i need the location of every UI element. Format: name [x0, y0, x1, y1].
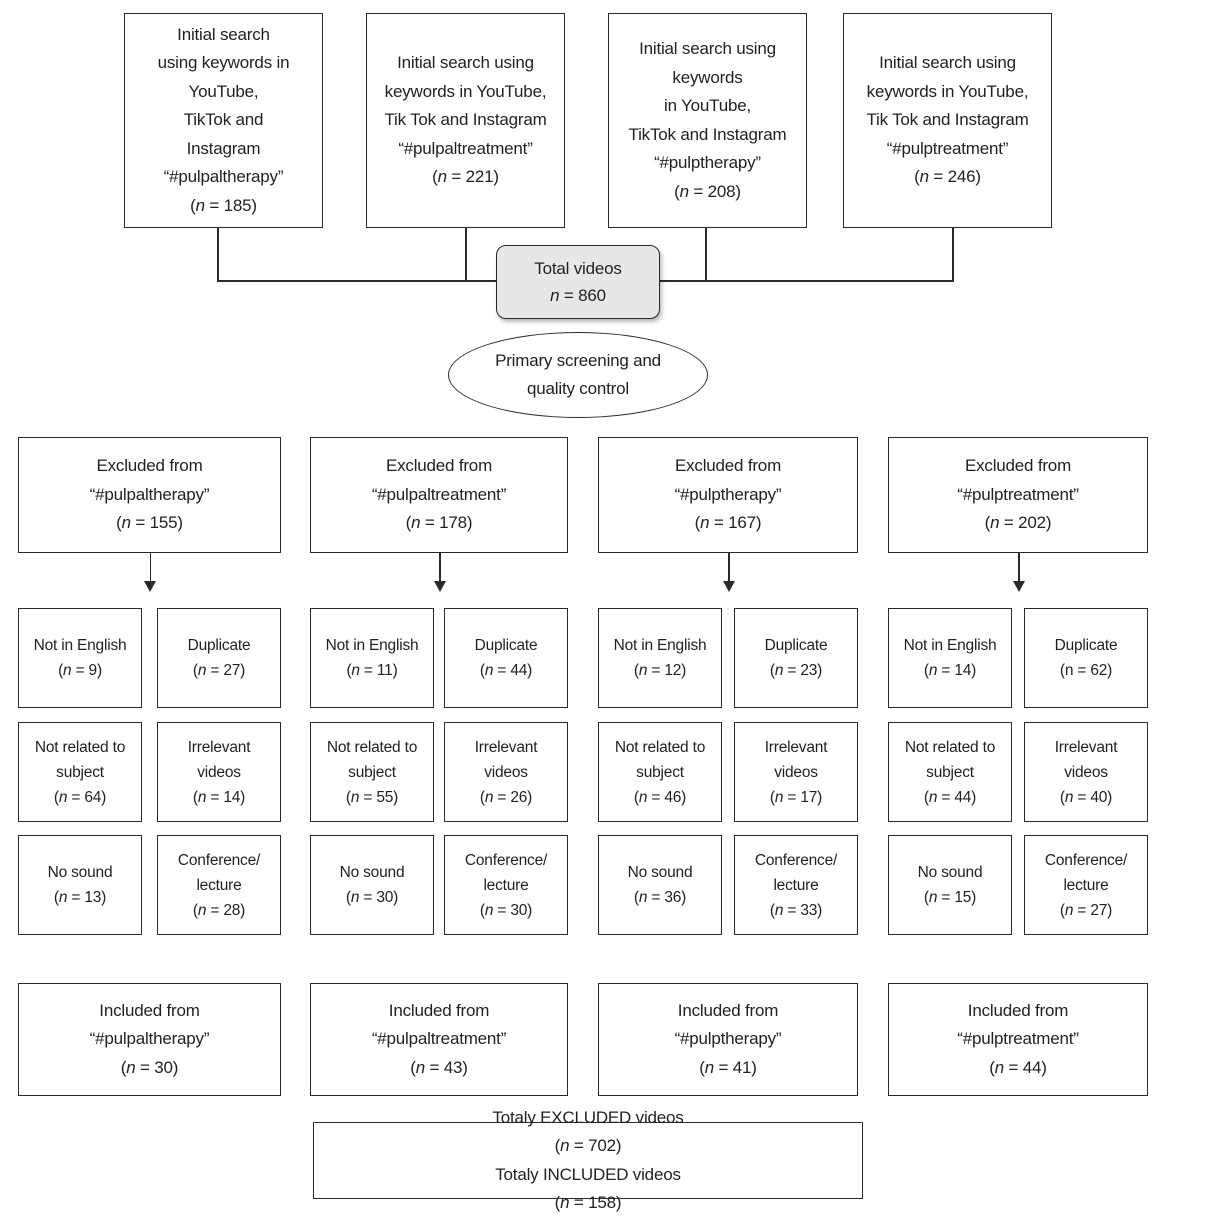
reason-box-irrelevant-videos-1-text: videos: [197, 763, 241, 781]
reason-box-conference-lecture-4: Conference/ lecture (n = 27): [1024, 835, 1148, 935]
reason-box-not-related-to-subject-2: Not related to subject (n = 55): [310, 722, 434, 822]
reason-box-conference-lecture-2: Conference/ lecture (n = 30): [444, 835, 568, 935]
excluded-box-2-text: Excluded from: [385, 456, 493, 476]
arrow-down-icon: [723, 581, 735, 592]
excluded-box-3-text: “#pulptherapy”: [674, 484, 782, 504]
excluded-box-1-text: “#pulpaltherapy”: [89, 484, 210, 504]
initial-search-pulpaltreatment-text: Initial search using: [397, 53, 534, 73]
reason-box-conference-lecture-3-text: lecture: [773, 876, 819, 894]
reason-box-irrelevant-videos-2-text: Irrelevant: [474, 738, 538, 756]
initial-search-pulpaltherapy-text: Instagram: [186, 138, 261, 158]
included-box-3-text: “#pulptherapy”: [674, 1029, 782, 1049]
initial-search-pulptherapy-text: keywords: [672, 67, 743, 87]
excluded-box-4: Excluded from “#pulptreatment” (n = 202): [888, 437, 1148, 553]
initial-search-pulptreatment-text: “#pulptreatment”: [886, 138, 1009, 158]
included-box-1: Included from “#pulpaltherapy” (n = 30): [18, 983, 281, 1096]
reason-box-conference-lecture-2-text: lecture: [483, 876, 529, 894]
initial-search-pulpaltreatment: Initial search using keywords in YouTube, Tik Tok and Instagram “#pulpaltreatment” (n = 221): [366, 13, 565, 228]
excluded-box-1: Excluded from “#pulpaltherapy” (n = 155): [18, 437, 281, 553]
reason-box-irrelevant-videos-3-text: videos: [774, 763, 818, 781]
screening-ellipse-line1: Primary screening and: [495, 350, 661, 370]
reason-box-conference-lecture-4-text: lecture: [1063, 876, 1109, 894]
reason-box-conference-lecture-1-text: lecture: [196, 876, 242, 894]
reason-box-duplicate-2-text: Duplicate: [474, 637, 538, 654]
reason-box-not-in-english-2-text: Not in English: [325, 637, 419, 654]
reason-box-not-in-english-4: Not in English (n = 14): [888, 608, 1012, 708]
reason-box-irrelevant-videos-4-text: Irrelevant: [1054, 738, 1118, 756]
reason-box-conference-lecture-2-text: Conference/: [464, 851, 548, 869]
reason-box-duplicate-2: Duplicate (n = 44): [444, 608, 568, 708]
initial-search-pulpaltherapy-text: using keywords in: [157, 53, 290, 73]
reason-box-no-sound-4: No sound (n = 15): [888, 835, 1012, 935]
reason-box-not-related-to-subject-3: Not related to subject (n = 46): [598, 722, 722, 822]
reason-box-not-related-to-subject-1-text: subject: [56, 763, 104, 781]
reason-box-irrelevant-videos-1-text: Irrelevant: [187, 738, 251, 756]
reason-box-not-related-to-subject-1-text: Not related to: [34, 738, 126, 756]
reason-box-conference-lecture-1: Conference/ lecture (n = 28): [157, 835, 281, 935]
screening-ellipse-line2: quality control: [527, 379, 629, 398]
initial-search-pulptherapy-text: “#pulptherapy”: [654, 153, 761, 172]
arrow-down-icon: [434, 581, 446, 592]
connector-vline-2: [465, 228, 467, 282]
included-box-2-text: “#pulpaltreatment”: [371, 1029, 507, 1049]
reason-box-not-in-english-3: Not in English (n = 12): [598, 608, 722, 708]
reason-box-not-related-to-subject-4-text: subject: [926, 763, 974, 781]
reason-box-duplicate-4-text: Duplicate: [1054, 637, 1118, 654]
totals-line: Totaly EXCLUDED videos (n = 702): [492, 1107, 684, 1155]
included-box-4: Included from “#pulptreatment” (n = 44): [888, 983, 1148, 1096]
reason-box-irrelevant-videos-3-text: Irrelevant: [764, 738, 828, 756]
reason-box-duplicate-3: Duplicate (n = 23): [734, 608, 858, 708]
reason-box-irrelevant-videos-2-text: videos: [484, 763, 528, 781]
connector-vline-1: [217, 228, 219, 282]
initial-search-pulptherapy: Initial search using keywords in YouTube, TikTok and Instagram “#pulptherapy” (n = 208): [608, 13, 807, 228]
reason-box-irrelevant-videos-2: Irrelevant videos (n = 26): [444, 722, 568, 822]
reason-box-not-related-to-subject-4: Not related to subject (n = 44): [888, 722, 1012, 822]
arrow-down-icon: [1013, 581, 1025, 592]
excluded-box-4-text: Excluded from: [964, 456, 1072, 476]
excluded-box-1-text: Excluded from: [96, 456, 203, 476]
reason-box-conference-lecture-4-text: Conference/: [1044, 851, 1128, 869]
included-box-2-text: Included from: [388, 1000, 490, 1020]
initial-search-pulpaltreatment-text: keywords in YouTube,: [384, 81, 547, 101]
excluded-box-2-text: “#pulpaltreatment”: [371, 484, 507, 504]
reason-box-not-related-to-subject-3-text: subject: [636, 763, 684, 781]
reason-box-conference-lecture-3-text: Conference/: [754, 851, 838, 869]
reason-box-irrelevant-videos-4: Irrelevant videos (n = 40): [1024, 722, 1148, 822]
reason-box-not-related-to-subject-2-text: subject: [348, 763, 396, 781]
reason-box-not-in-english-2: Not in English (n = 11): [310, 608, 434, 708]
initial-search-pulptreatment-text: keywords in YouTube,: [866, 81, 1029, 101]
reason-box-no-sound-2: No sound (n = 30): [310, 835, 434, 935]
included-box-1-text: Included from: [99, 1000, 200, 1020]
reason-box-not-in-english-4-text: Not in English: [903, 637, 997, 654]
reason-box-duplicate-1-text: Duplicate: [187, 637, 251, 654]
initial-search-pulptherapy-text: in YouTube,: [664, 96, 751, 115]
initial-search-pulpaltherapy-text: YouTube,: [188, 81, 259, 101]
initial-search-pulpaltherapy-text: “#pulpaltherapy”: [163, 167, 284, 187]
initial-search-pulpaltreatment-text: “#pulpaltreatment”: [398, 138, 533, 158]
reason-box-no-sound-1: No sound (n = 13): [18, 835, 142, 935]
arrow-line-1: [150, 553, 152, 582]
reason-box-duplicate-4: Duplicate (n = 62): [1024, 608, 1148, 708]
screening-ellipse: [448, 332, 708, 418]
reason-box-no-sound-2-text: No sound: [339, 864, 405, 881]
arrow-down-icon: [144, 581, 156, 592]
reason-box-no-sound-1-text: No sound: [47, 864, 113, 881]
reason-box-not-in-english-1: Not in English (n = 9): [18, 608, 142, 708]
connector-vline-4: [952, 228, 954, 282]
total-videos-count: n = 860: [550, 286, 606, 305]
reason-box-no-sound-4-text: No sound: [917, 864, 983, 881]
excluded-box-3-text: Excluded from: [674, 456, 782, 476]
reason-box-not-related-to-subject-3-text: Not related to: [614, 738, 706, 756]
excluded-box-3: Excluded from “#pulptherapy” (n = 167): [598, 437, 858, 553]
initial-search-pulpaltherapy-text: TikTok and: [183, 110, 264, 130]
initial-search-pulptreatment-text: Initial search using: [879, 53, 1016, 73]
initial-search-pulpaltreatment-text: Tik Tok and Instagram: [384, 110, 547, 130]
initial-search-pulptreatment-text: Tik Tok and Instagram: [866, 110, 1029, 130]
initial-search-pulptherapy-text: TikTok and Instagram: [628, 124, 787, 144]
totals-line: Totaly INCLUDED videos (n = 158): [495, 1164, 681, 1212]
included-box-4-text: Included from: [967, 1000, 1069, 1020]
arrow-line-4: [1018, 553, 1020, 582]
included-box-2: Included from “#pulpaltreatment” (n = 43): [310, 983, 568, 1096]
reason-box-not-related-to-subject-2-text: Not related to: [326, 738, 418, 756]
connector-vline-3: [705, 228, 707, 282]
reason-box-duplicate-3-text: Duplicate: [764, 637, 828, 654]
reason-box-not-related-to-subject-4-text: Not related to: [904, 738, 996, 756]
initial-search-pulpaltherapy-text: Initial search: [177, 24, 270, 44]
total-videos-box: [496, 245, 660, 319]
initial-search-pulpaltherapy: Initial search using keywords in YouTube, TikTok and Instagram “#pulpaltherapy” (n = 185): [124, 13, 323, 228]
initial-search-pulptreatment: Initial search using keywords in YouTube, Tik Tok and Instagram “#pulptreatment” (n = 246): [843, 13, 1052, 228]
reason-box-no-sound-3-text: No sound: [627, 864, 693, 881]
reason-box-conference-lecture-3: Conference/ lecture (n = 33): [734, 835, 858, 935]
reason-box-irrelevant-videos-3: Irrelevant videos (n = 17): [734, 722, 858, 822]
reason-box-not-related-to-subject-1: Not related to subject (n = 64): [18, 722, 142, 822]
included-box-4-text: “#pulptreatment”: [957, 1029, 1079, 1049]
arrow-line-3: [728, 553, 730, 582]
included-box-1-text: “#pulpaltherapy”: [89, 1029, 210, 1049]
initial-search-pulptherapy-text: Initial search using: [639, 39, 776, 58]
reason-box-not-in-english-3-text: Not in English: [613, 637, 707, 654]
arrow-line-2: [439, 553, 441, 582]
totals-box: [313, 1107, 863, 1212]
reason-box-irrelevant-videos-1: Irrelevant videos (n = 14): [157, 722, 281, 822]
reason-box-conference-lecture-1-text: Conference/: [177, 851, 261, 869]
total-videos-label: Total videos: [534, 259, 622, 278]
reason-box-not-in-english-1-text: Not in English: [33, 637, 127, 654]
reason-box-no-sound-3: No sound (n = 36): [598, 835, 722, 935]
reason-box-duplicate-1: Duplicate (n = 27): [157, 608, 281, 708]
reason-box-irrelevant-videos-4-text: videos: [1064, 763, 1108, 781]
included-box-3: Included from “#pulptherapy” (n = 41): [598, 983, 858, 1096]
included-box-3-text: Included from: [677, 1000, 779, 1020]
excluded-box-4-text: “#pulptreatment”: [957, 484, 1079, 504]
excluded-box-2: Excluded from “#pulpaltreatment” (n = 178): [310, 437, 568, 553]
